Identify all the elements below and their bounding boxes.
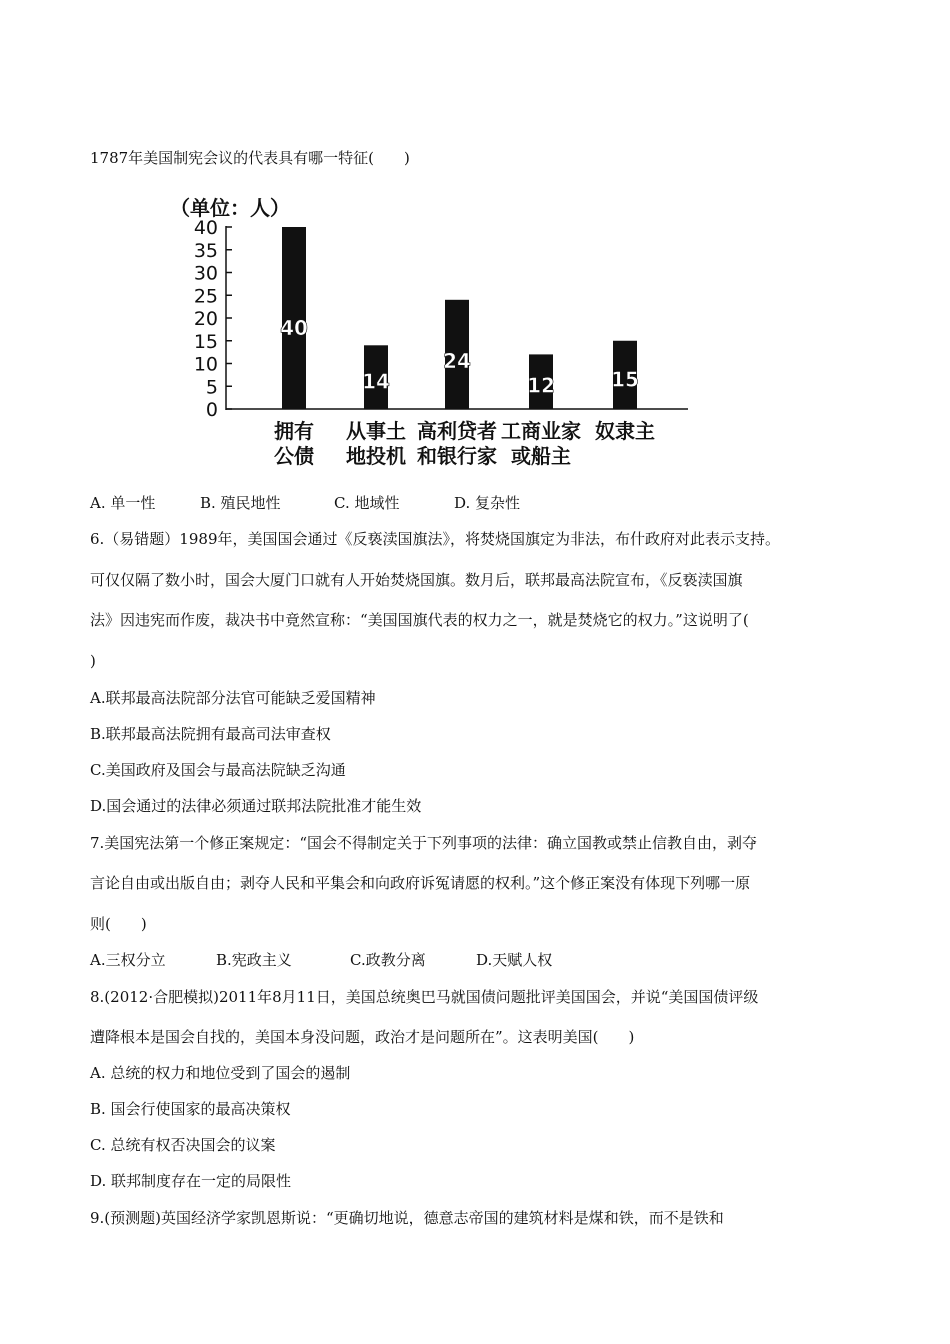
q7-option-c[interactable]: C.政教分离: [350, 951, 426, 969]
q6-line-2: 可仅仅隔了数小时，国会大厦门口就有人开始焚烧国旗。数月后，联邦最高法院宣布，《反亵渎国旗: [90, 571, 743, 589]
q5-option-b[interactable]: B. 殖民地性: [200, 494, 281, 512]
bar-value-label: 24: [443, 348, 471, 373]
q8-option-a[interactable]: A. 总统的权力和地位受到了国会的遏制: [90, 1064, 351, 1082]
category-label: 公债: [274, 444, 314, 468]
chart-unit-label: （单位：人）: [170, 196, 290, 220]
q5-option-d[interactable]: D. 复杂性: [454, 494, 521, 512]
y-tick-label: 40: [193, 217, 218, 239]
y-tick-label: 0: [205, 399, 218, 421]
q7-line-2: 言论自由或出版自由；剥夺人民和平集会和向政府诉冤请愿的权利。”这个修正案没有体现下列哪一原: [90, 874, 751, 892]
bar-value-label: 12: [527, 373, 555, 398]
q6-option-c[interactable]: C.美国政府及国会与最高法院缺乏沟通: [90, 761, 346, 779]
q7-option-d[interactable]: D.天赋人权: [476, 951, 553, 969]
category-label: 工商业家: [501, 419, 581, 443]
y-tick-label: 25: [193, 285, 218, 308]
q7-line-3: 则( ): [90, 915, 147, 933]
category-label: 地投机: [346, 444, 406, 468]
q6-option-a[interactable]: A.联邦最高法院部分法官可能缺乏爱国精神: [90, 689, 376, 707]
category-label: 或船主: [511, 444, 571, 468]
q8-option-b[interactable]: B. 国会行使国家的最高决策权: [90, 1100, 291, 1118]
q6-line-3: 法》因违宪而作废，裁决书中竟然宣称：“美国国旗代表的权力之一，就是焚烧它的权力。”这说明了(: [90, 611, 749, 629]
q8-option-d[interactable]: D. 联邦制度存在一定的局限性: [90, 1172, 292, 1190]
y-tick-label: 10: [193, 353, 218, 376]
y-tick-label: 15: [193, 330, 218, 353]
q7-option-b[interactable]: B.宪政主义: [216, 951, 292, 969]
category-label: 奴隶主: [595, 419, 655, 443]
y-tick-label: 30: [193, 262, 218, 285]
y-tick-label: 20: [193, 308, 218, 330]
q5-options: [90, 493, 520, 513]
q5-stem: 1787年美国制宪会议的代表具有哪一特征( ): [90, 149, 410, 167]
q6-option-b[interactable]: B.联邦最高法院拥有最高司法审查权: [90, 725, 331, 743]
bar-value-label: 14: [362, 369, 390, 394]
y-tick-label: 5: [205, 376, 218, 399]
category-label: 高利贷者: [417, 419, 497, 443]
category-label: 从事土: [346, 419, 406, 443]
q6-line-4: ): [90, 652, 96, 670]
y-tick-label: 35: [193, 239, 218, 262]
q9-line-1: 9.(预测题)英国经济学家凯恩斯说：“更确切地说，德意志帝国的建筑材料是煤和铁，而不是铁和: [90, 1209, 724, 1227]
q7-options: [90, 950, 552, 970]
bar-chart: [150, 182, 706, 472]
category-label: 拥有: [274, 419, 314, 443]
q8-line-1: 8.(2012·合肥模拟)2011年8月11日，美国总统奥巴马就国债问题批评美国国会，并说“美国国债评级: [90, 988, 759, 1006]
q7-line-1: 7.美国宪法第一个修正案规定：“国会不得制定关于下列事项的法律：确立国教或禁止信教自由，剥夺: [90, 834, 757, 852]
q6-line-1: 6.（易错题）1989年，美国国会通过《反亵渎国旗法》，将焚烧国旗定为非法，布什政府对此表示支持。: [90, 530, 780, 548]
bar-value-label: 15: [611, 367, 639, 392]
q5-option-a[interactable]: A. 单一性: [90, 494, 156, 512]
q7-option-a[interactable]: A.三权分立: [90, 951, 166, 969]
bars: [280, 227, 639, 409]
q6-option-d[interactable]: D.国会通过的法律必须通过联邦法院批准才能生效: [90, 797, 422, 815]
category-labels: [274, 419, 655, 468]
q5-option-c[interactable]: C. 地域性: [334, 494, 400, 512]
category-label: 和银行家: [417, 444, 497, 468]
q8-line-2: 遭降根本是国会自找的，美国本身没问题，政治才是问题所在”。这表明美国( ): [90, 1028, 635, 1046]
bar-value-label: 40: [280, 316, 308, 341]
q8-option-c[interactable]: C. 总统有权否决国会的议案: [90, 1136, 276, 1154]
